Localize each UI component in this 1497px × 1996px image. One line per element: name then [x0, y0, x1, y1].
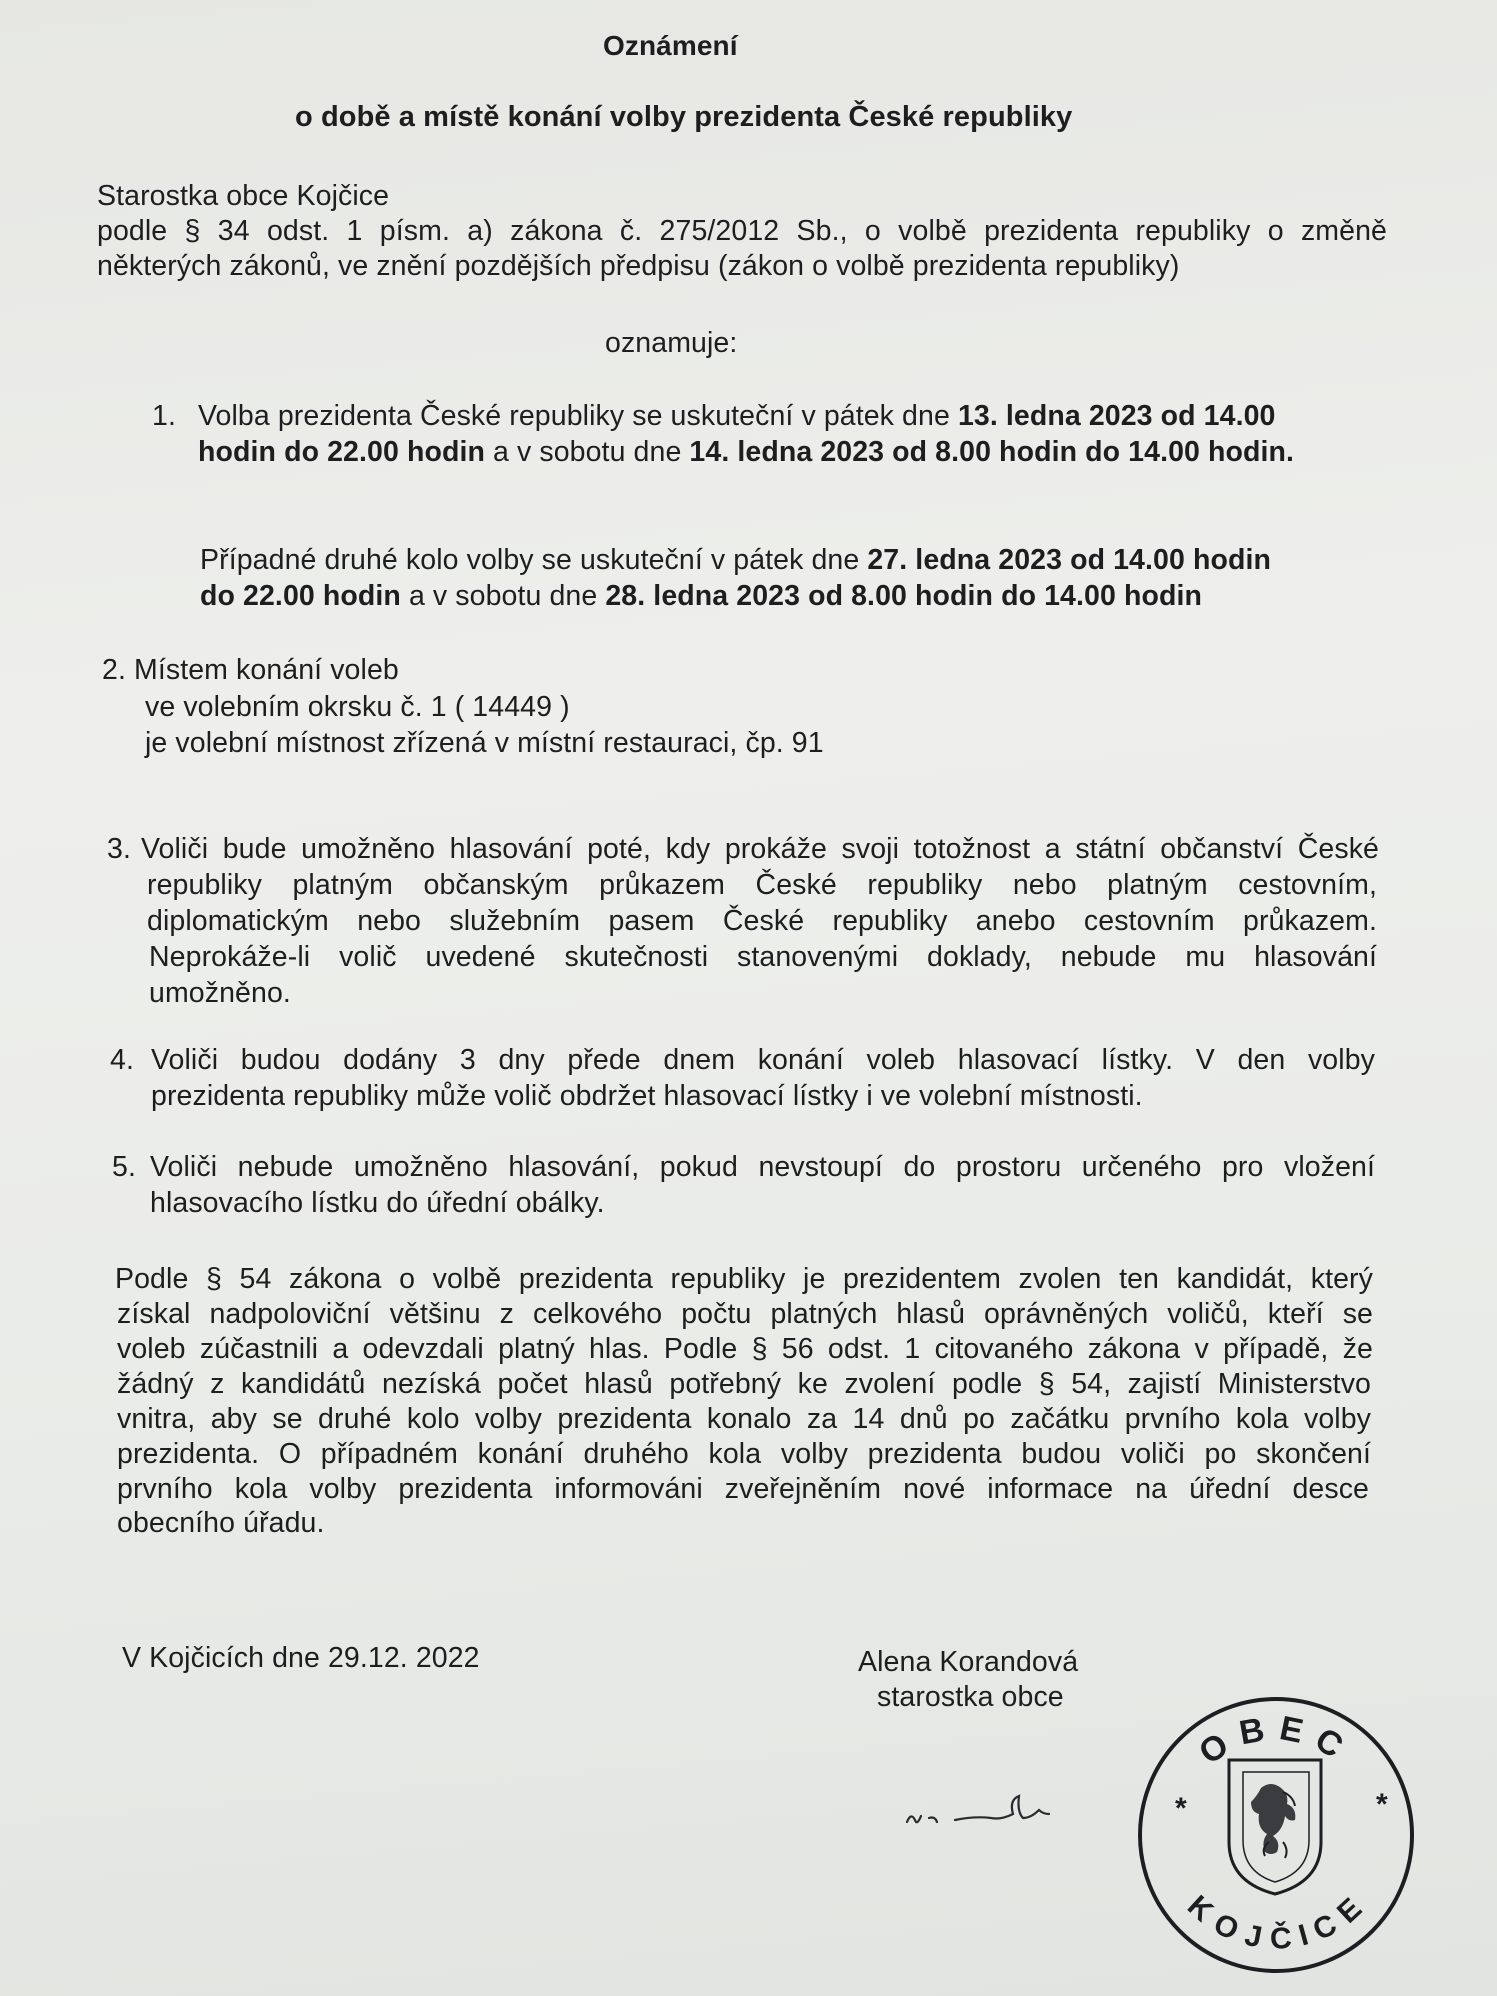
closing-line-4: žádný z kandidátů nezíská počet hlasů potřebný ke zvolení podle § 54, zajistí Ministerstvo: [117, 1368, 1371, 1400]
item-1-text-2: a v sobotu dne: [485, 436, 690, 468]
closing-line-7: prvního kola volby prezidenta informováni zveřejněním nové informace na úřední desce: [117, 1473, 1369, 1505]
closing-line-8: obecního úřadu.: [117, 1507, 325, 1539]
intro-line-3: některých zákonů, ve znění pozdějších předpisu (zákon o volbě prezidenta republiky): [97, 250, 1180, 282]
document-subtitle: o době a místě konání volby prezidenta České republiky: [295, 101, 1073, 133]
stamp-bottom-text: KOJČICE: [1180, 1889, 1372, 1957]
item-3-line-4: Neprokáže-li volič uvedené skutečnosti stanovenými doklady, nebude mu hlasování: [149, 941, 1377, 973]
municipal-stamp: [1133, 1692, 1419, 1978]
svg-text:KOJČICE: [1181, 1889, 1371, 1956]
round2-text-2: a v sobotu dne: [400, 580, 606, 612]
item-4-number: 4.: [110, 1044, 134, 1076]
closing-line-5: vnitra, aby se druhé kolo volby prezidenta konalo za 14 dnů po začátku prvního kola volby: [117, 1403, 1371, 1435]
item-1-line-1: [198, 400, 1276, 433]
intro-line-1: Starostka obce Kojčice: [97, 180, 390, 212]
stamp-top-text: OBEC: [1192, 1708, 1360, 1773]
handwritten-signature: [895, 1770, 1105, 1840]
round2-date-2: 28. ledna 2023 od 8.00 hodin do 14.00 hodin: [605, 580, 1202, 612]
round2-date-1: 27. ledna 2023 od 14.00 hodin: [867, 544, 1271, 576]
item-5-number: 5.: [112, 1151, 136, 1183]
item-2-line-2: ve volebním okrsku č. 1 ( 14449 ): [145, 691, 570, 723]
item-3-line-5: umožněno.: [149, 977, 291, 1009]
signer-role: starostka obce: [877, 1681, 1064, 1713]
item-1-date-2: 14. ledna 2023 od 8.00 hodin do 14.00 hodin.: [689, 436, 1295, 468]
round2-time-1: do 22.00 hodin: [200, 580, 401, 612]
item-1-date-1: 13. ledna 2023 od 14.00: [957, 400, 1276, 432]
item-3-number: 3.: [107, 833, 131, 865]
item-2-line-1: 2. Místem konání voleb: [102, 654, 399, 686]
item-3-line-2: republiky platným občanským průkazem České republiky nebo platným cestovním,: [147, 869, 1377, 901]
item-1-number: 1.: [152, 400, 176, 432]
item-5-line-1: Voliči nebude umožněno hlasování, pokud nevstoupí do prostoru určeného pro vložení: [150, 1151, 1375, 1183]
item-1-round2-line-1: [200, 544, 1271, 577]
announce-word: oznamuje:: [605, 327, 738, 359]
item-1-time-1: hodin do 22.00 hodin: [198, 436, 485, 468]
item-2-line-3: je volební místnost zřízená v místní restauraci, čp. 91: [145, 727, 824, 759]
signer-name: Alena Korandová: [858, 1646, 1079, 1678]
item-4-line-1: Voliči budou dodány 3 dny přede dnem konání voleb hlasovací lístky. V den volby: [151, 1044, 1375, 1076]
item-3-line-3: diplomatickým nebo služebním pasem České republiky anebo cestovním průkazem.: [147, 905, 1377, 937]
intro-line-2: podle § 34 odst. 1 písm. a) zákona č. 275/2012 Sb., o volbě prezidenta republiky o změně: [97, 215, 1387, 247]
item-1-line-2: [198, 436, 1294, 469]
stamp-star-right: *: [1376, 1788, 1388, 1821]
svg-text:OBEC: [1193, 1709, 1360, 1772]
round2-text: Případné druhé kolo volby se uskuteční v pátek dne: [200, 544, 868, 576]
item-1-text: Volba prezidenta České republiky se uskuteční v pátek dne: [198, 400, 958, 432]
item-3-line-1: Voliči bude umožněno hlasování poté, kdy prokáže svoji totožnost a státní občanství České: [141, 833, 1379, 865]
stamp-star-left: *: [1175, 1792, 1187, 1825]
item-1-round2-line-2: [200, 580, 1202, 613]
closing-line-1: Podle § 54 zákona o volbě prezidenta republiky je prezidentem zvolen ten kandidát, který: [115, 1263, 1373, 1295]
closing-line-3: voleb zúčastnili a odevzdali platný hlas. Podle § 56 odst. 1 citovaného zákona v případě, že: [117, 1333, 1373, 1365]
closing-line-6: prezidenta. O případném konání druhého kola volby prezidenta budou voliči po skončení: [117, 1438, 1371, 1470]
place-and-date: V Kojčicích dne 29.12. 2022: [122, 1642, 480, 1674]
item-5-line-2: hlasovacího lístku do úřední obálky.: [150, 1187, 605, 1219]
document-title: Oznámení: [603, 30, 738, 61]
closing-line-2: získal nadpoloviční většinu z celkového počtu platných hlasů oprávněných voličů, kteří se: [117, 1298, 1373, 1330]
coat-of-arms-icon: [1229, 1760, 1321, 1894]
item-4-line-2: prezidenta republiky může volič obdržet hlasovací lístky i ve volební místnosti.: [151, 1080, 1143, 1112]
